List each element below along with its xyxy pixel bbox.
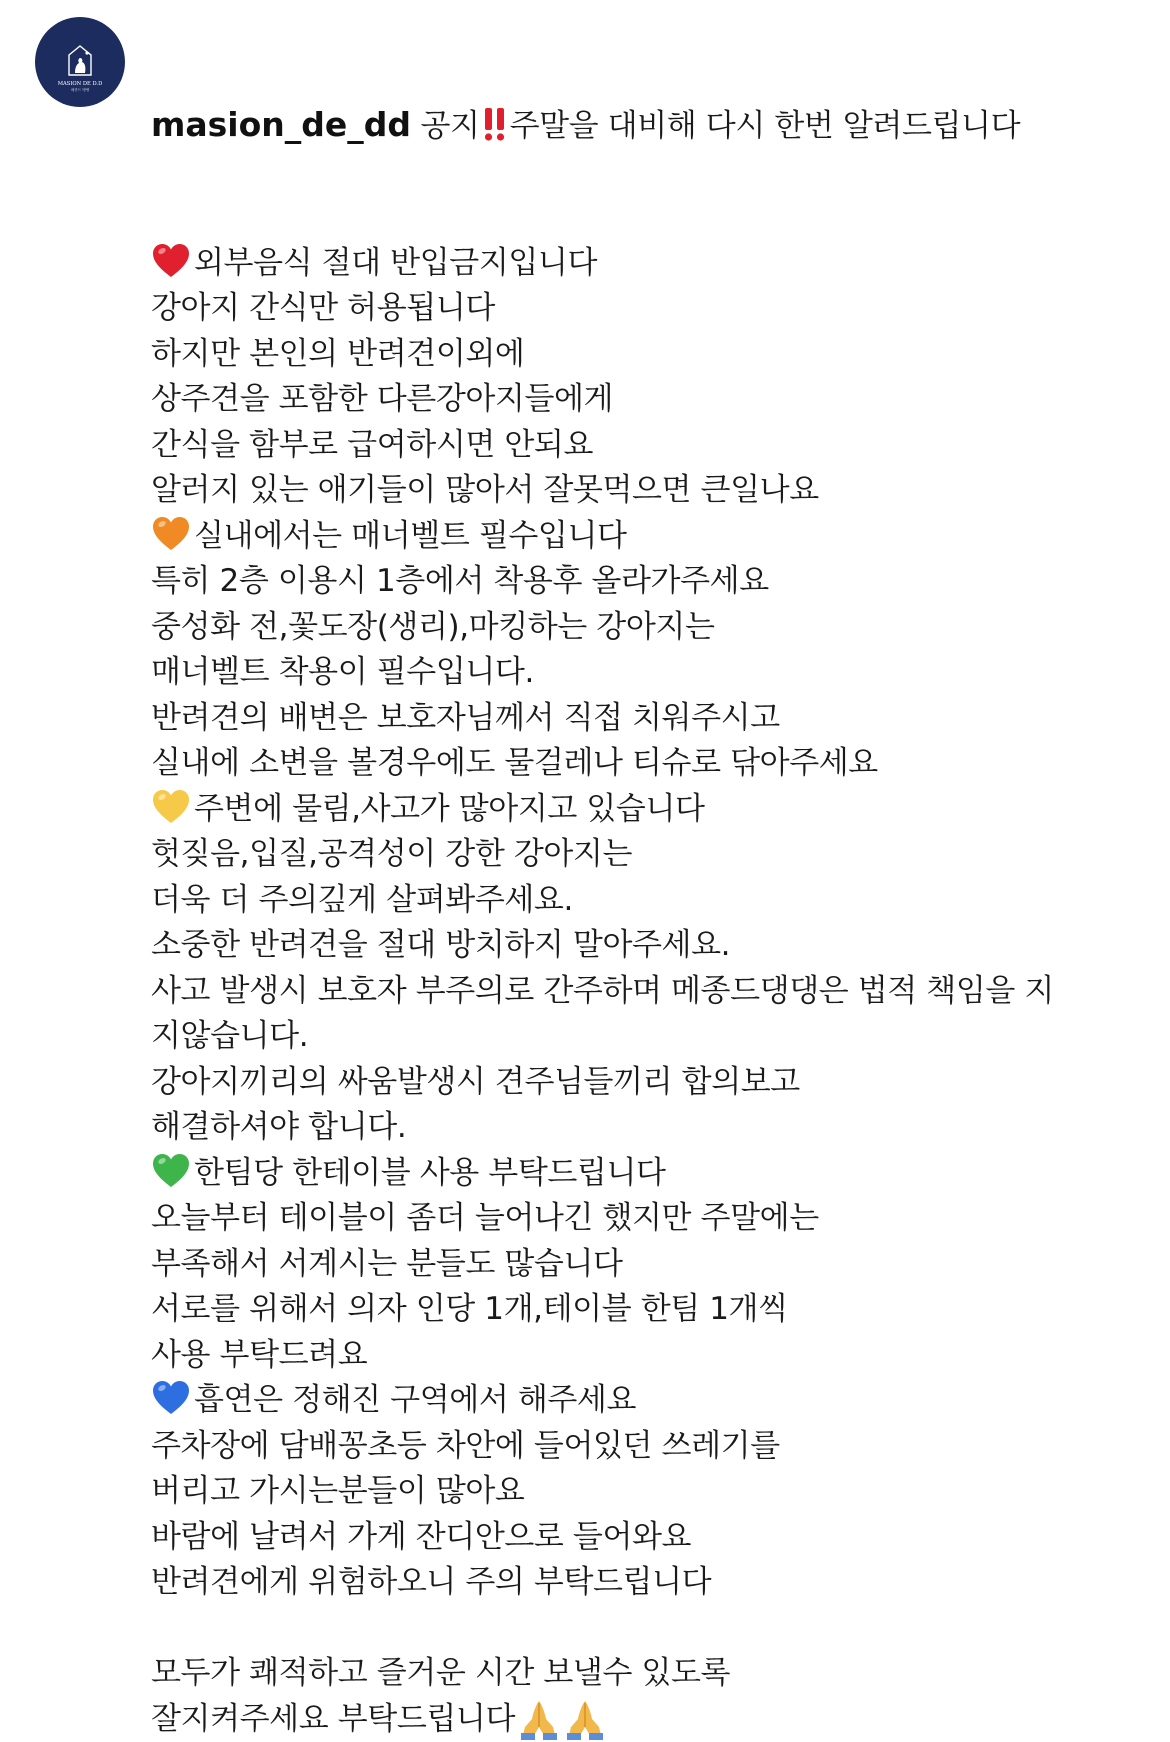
caption-text: 실내에 소변을 볼경우에도 물걸레나 티슈로 닦아주세요 bbox=[151, 745, 878, 781]
caption-line-25 bbox=[151, 1333, 1151, 1379]
caption-line-16 bbox=[151, 923, 1151, 969]
caption-text: 외부음식 절대 반입금지입니다 bbox=[194, 245, 597, 281]
caption-line-26 bbox=[151, 1378, 1151, 1424]
caption-line-27 bbox=[151, 1424, 1151, 1470]
caption-line-0 bbox=[151, 102, 1151, 150]
caption-text: 주변에 물림,사고가 많아지고 있습니다 bbox=[194, 791, 705, 827]
caption-text: 부족해서 서계시는 분들도 많습니다 bbox=[151, 1246, 623, 1282]
caption-line-21 bbox=[151, 1151, 1151, 1197]
caption-text: 서로를 위해서 의자 인당 1개,테이블 한팀 1개씩 bbox=[151, 1291, 788, 1327]
caption-text: 잘지켜주세요 부탁드립니다 bbox=[151, 1701, 515, 1737]
caption-text: 강아지 간식만 허용됩니다 bbox=[151, 290, 495, 326]
caption-line-10 bbox=[151, 650, 1151, 696]
caption-line-2 bbox=[151, 286, 1151, 332]
caption-line-5 bbox=[151, 423, 1151, 469]
caption-line-28 bbox=[151, 1469, 1151, 1515]
caption-text: 간식을 함부로 급여하시면 안되요 bbox=[151, 427, 593, 463]
caption-line-11 bbox=[151, 696, 1151, 742]
caption-line-19 bbox=[151, 1060, 1151, 1106]
caption-text: 중성화 전,꽃도장(생리),마킹하는 강아지는 bbox=[151, 609, 715, 645]
post-caption bbox=[151, 11, 1151, 1742]
caption-line-24 bbox=[151, 1287, 1151, 1333]
yellow-heart-icon bbox=[151, 787, 191, 827]
caption-text: 오늘부터 테이블이 좀더 늘어나긴 했지만 주말에는 bbox=[151, 1200, 819, 1236]
username-link[interactable]: masion_de_dd bbox=[151, 105, 411, 144]
caption-text: 상주견을 포함한 다른강아지들에게 bbox=[151, 381, 613, 417]
caption-line-7 bbox=[151, 514, 1151, 560]
caption-line-6 bbox=[151, 468, 1151, 514]
double-exclamation-icon bbox=[482, 104, 508, 144]
caption-line-14 bbox=[151, 832, 1151, 878]
orange-heart-icon bbox=[151, 514, 191, 554]
caption-line-17 bbox=[151, 969, 1151, 1015]
profile-avatar[interactable] bbox=[35, 17, 125, 107]
avatar-brand-subtext: 메종드 댕댕 bbox=[71, 87, 90, 92]
caption-line-15 bbox=[151, 878, 1151, 924]
caption-text: 알러지 있는 애기들이 많아서 잘못먹으면 큰일나요 bbox=[151, 472, 819, 508]
caption-text: 버리고 가시는분들이 많아요 bbox=[151, 1473, 524, 1509]
red-heart-icon bbox=[151, 241, 191, 281]
caption-line-12 bbox=[151, 741, 1151, 787]
green-heart-icon bbox=[151, 1151, 191, 1191]
caption-line-13 bbox=[151, 787, 1151, 833]
caption-notice-label: 공지 bbox=[421, 108, 480, 144]
caption-text: 바람에 날려서 가게 잔디안으로 들어와요 bbox=[151, 1519, 691, 1555]
caption-line-1 bbox=[151, 241, 1151, 287]
caption-text: 매너벨트 착용이 필수입니다. bbox=[151, 654, 534, 690]
caption-line-29 bbox=[151, 1515, 1151, 1561]
caption-line-20 bbox=[151, 1105, 1151, 1151]
caption-text: 헛짖음,입질,공격성이 강한 강아지는 bbox=[151, 836, 632, 872]
caption-line-22 bbox=[151, 1196, 1151, 1242]
caption-text: 지않습니다. bbox=[151, 1018, 308, 1054]
caption-text: 한팀당 한테이블 사용 부탁드립니다 bbox=[194, 1155, 666, 1191]
caption-text: 실내에서는 매너벨트 필수입니다 bbox=[194, 518, 627, 554]
caption-notice-text: 주말을 대비해 다시 한번 알려드립니다 bbox=[510, 108, 1021, 144]
caption-text: 모두가 쾌적하고 즐거운 시간 보낼수 있도록 bbox=[151, 1655, 730, 1691]
dog-house-logo-icon bbox=[35, 17, 125, 107]
folded-hands-icon bbox=[563, 1697, 607, 1741]
caption-text: 소중한 반려견을 절대 방치하지 말아주세요. bbox=[151, 927, 730, 963]
caption-text: 반려견에게 위험하오니 주의 부탁드립니다 bbox=[151, 1564, 711, 1600]
caption-text: 반려견의 배변은 보호자님께서 직접 치워주시고 bbox=[151, 700, 780, 736]
caption-line-9 bbox=[151, 605, 1151, 651]
caption-line-18 bbox=[151, 1014, 1151, 1060]
caption-text: 해결하셔야 합니다. bbox=[151, 1109, 406, 1145]
caption-text: 더욱 더 주의깊게 살펴봐주세요. bbox=[151, 882, 573, 918]
caption-text: 하지만 본인의 반려견이외에 bbox=[151, 336, 524, 372]
caption-text: 흡연은 정해진 구역에서 해주세요 bbox=[194, 1382, 636, 1418]
caption-line-23 bbox=[151, 1242, 1151, 1288]
caption-line-3 bbox=[151, 332, 1151, 378]
caption-text: 강아지끼리의 싸움발생시 견주님들끼리 합의보고 bbox=[151, 1064, 800, 1100]
caption-line-4 bbox=[151, 377, 1151, 423]
caption-line-31 bbox=[151, 1606, 1151, 1652]
caption-line-33 bbox=[151, 1697, 1151, 1742]
caption-line-30 bbox=[151, 1560, 1151, 1606]
caption-text: 사고 발생시 보호자 부주의로 간주하며 메종드댕댕은 법적 책임을 지 bbox=[151, 973, 1054, 1009]
avatar-brand-text: MASION DE D.D bbox=[58, 81, 102, 87]
caption-text: 사용 부탁드려요 bbox=[151, 1337, 367, 1373]
folded-hands-icon bbox=[517, 1697, 561, 1741]
blue-heart-icon bbox=[151, 1378, 191, 1418]
caption-text: 특히 2층 이용시 1층에서 착용후 올라가주세요 bbox=[151, 563, 769, 599]
caption-text: 주차장에 담배꽁초등 차안에 들어있던 쓰레기를 bbox=[151, 1428, 780, 1464]
caption-line-32 bbox=[151, 1651, 1151, 1697]
caption-line-8 bbox=[151, 559, 1151, 605]
